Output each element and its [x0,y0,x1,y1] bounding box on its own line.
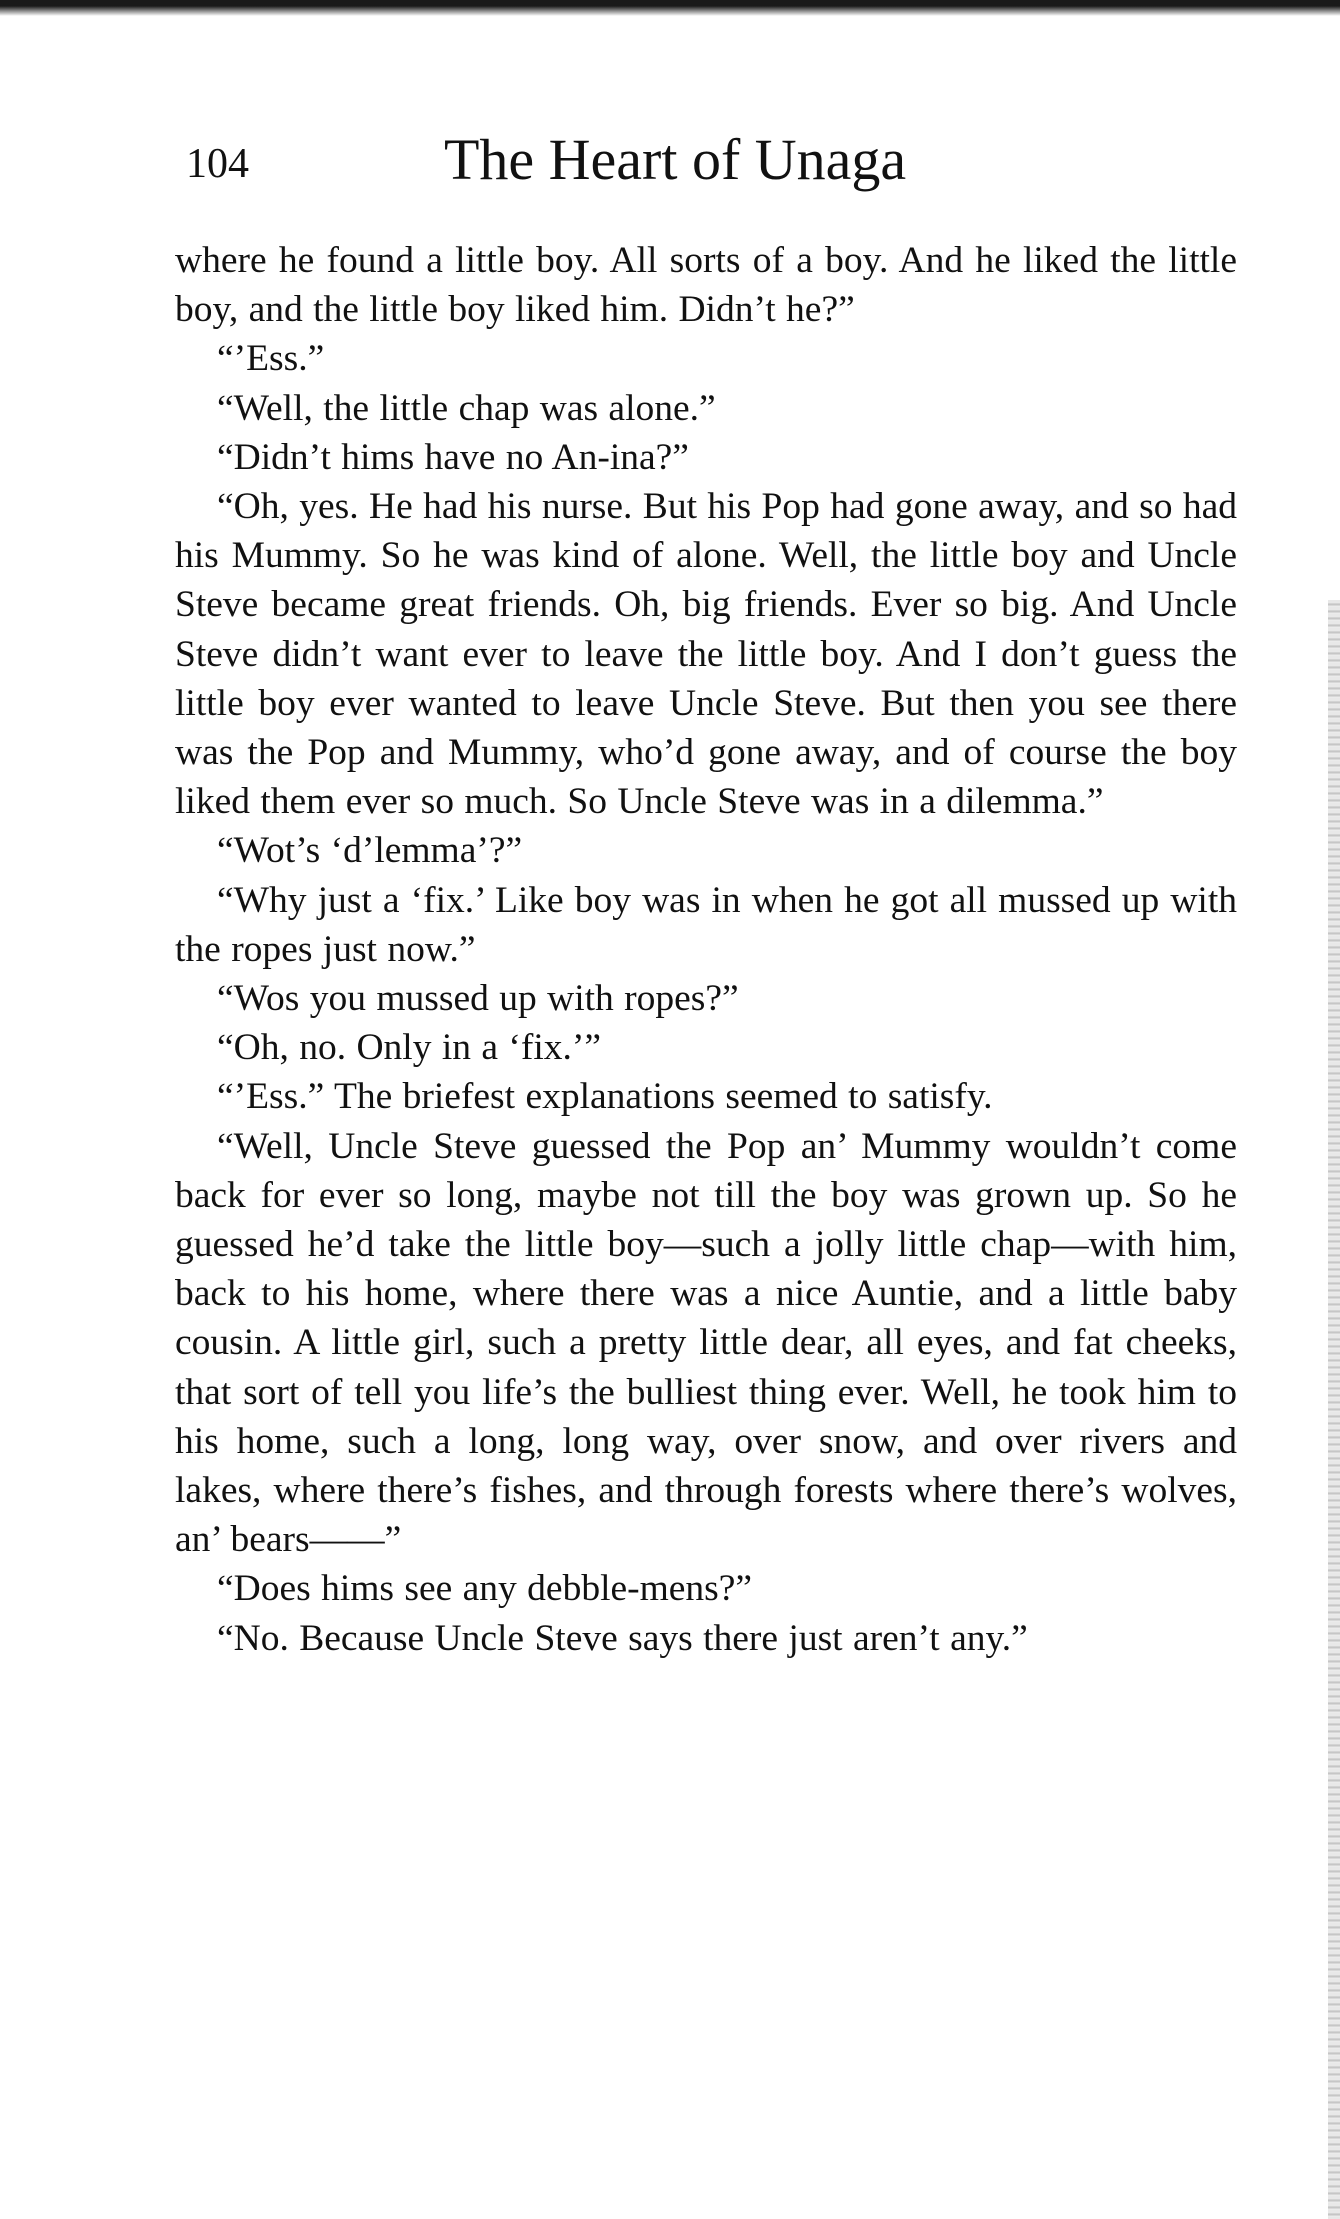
page-number: 104 [186,141,249,187]
paragraph: “Why just a ‘fix.’ Like boy was in when he got all mussed up with the ropes just now.” [175,879,1237,970]
paragraph: “Well, the little chap was alone.” [217,387,716,429]
paragraph: “No. Because Uncle Steve says there just aren’t any.” [217,1617,1028,1659]
paragraph: “Oh, no. Only in a ‘fix.’” [217,1027,602,1069]
paragraph: “’Ess.” The briefest explanations seemed to satisfy. [217,1076,993,1118]
paragraph: “Oh, yes. He had his nurse. But his Pop had gone away, and so had his Mummy. So he was kind of alone. Well, the little boy and Uncle Steve became great friends. Oh, big friends. Ever so big. And Uncle Steve didn’t want ever to leave the little boy. And I don’t guess the little boy ever wanted to leave Uncle Steve. But then you see there was the Pop and Mummy, who’d gone away, and of course the boy liked them ever so much. So Uncle Steve was in a dilemma.” [175,486,1237,823]
page-header [186,126,1006,206]
paragraph: “Wos you mussed up with ropes?” [217,978,739,1020]
paragraph: “Didn’t hims have no An-ina?” [217,436,689,478]
running-title: The Heart of Unaga [444,127,907,192]
paragraph: where he found a little boy. All sorts of a boy. And he liked the little boy, and the little boy liked him. Didn’t he?” [175,240,1237,331]
body-text [175,236,1237,1663]
paragraph: “Does hims see any debble-mens?” [217,1568,753,1610]
page-right-edge [1328,600,1340,2219]
page-top-edge [0,0,1340,16]
paragraph: “’Ess.” [217,338,325,380]
paragraph: “Well, Uncle Steve guessed the Pop an’ Mummy wouldn’t come back for ever so long, maybe not till the boy was grown up. So he guessed he’d take the little boy—such a jolly little chap—with him, back to his home, where there was a nice Auntie, and a little baby cousin. A little girl, such a pretty little dear, all eyes, and fat cheeks, that sort of tell you life’s the bulliest thing ever. Well, he took him to his home, such a long, long way, over snow, and over rivers and lakes, where there’s fishes, and through forests where there’s wolves, an’ bears——” [175,1125,1237,1561]
paragraph: “Wot’s ‘d’lemma’?” [217,830,523,872]
